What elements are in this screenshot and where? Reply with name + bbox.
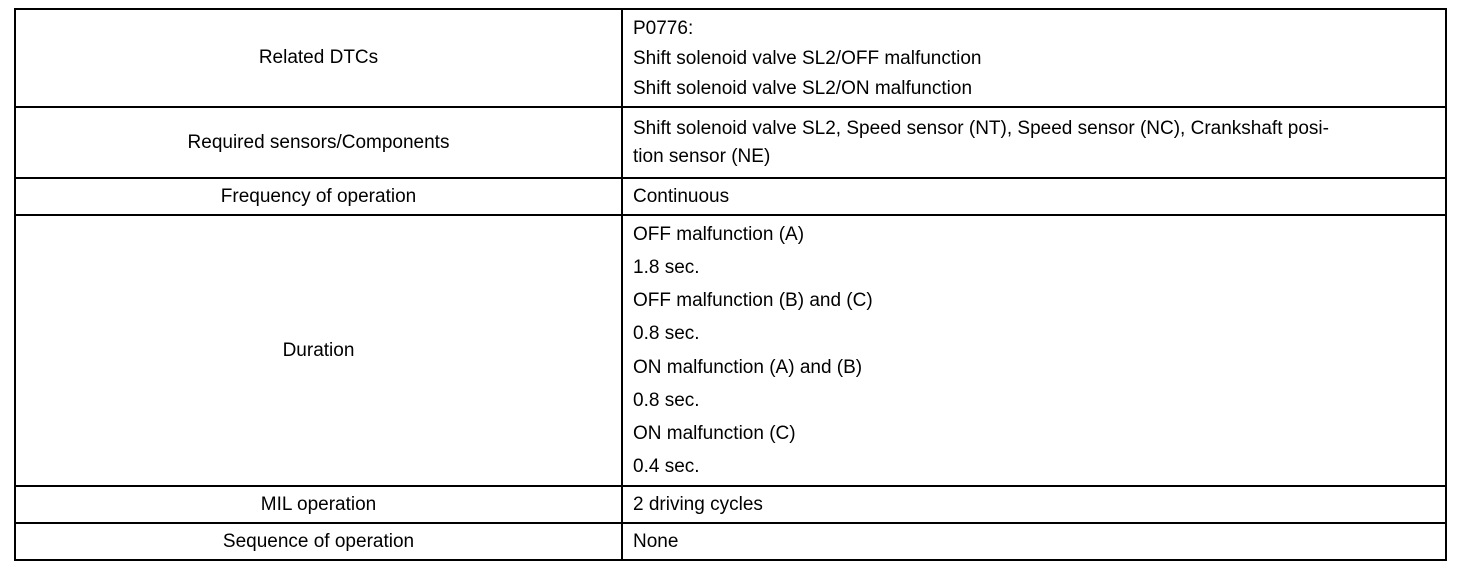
spec-table [14,8,1447,561]
table-row [15,523,1446,560]
value-line: 0.8 sec. [633,389,700,411]
row-label-related-dtcs: Related DTCs [15,9,622,107]
value-line: OFF malfunction (A) [633,224,805,246]
row-label-duration: Duration [15,215,622,486]
value-line: Continuous [633,185,730,207]
row-value-sequence [622,523,1446,560]
row-value-duration [622,215,1446,486]
value-line: P0776: [633,18,694,39]
value-line: 0.4 sec. [633,455,700,477]
table-row [15,178,1446,215]
row-value-mil-operation [622,486,1446,523]
value-line: Shift solenoid valve SL2/ON malfunction [633,78,973,99]
row-label-required-sensors: Required sensors/Components [15,107,622,178]
row-label-sequence: Sequence of operation [15,523,622,560]
table-row [15,107,1446,178]
row-value-required-sensors [622,107,1446,178]
value-line: 2 driving cycles [633,493,763,515]
table-row [15,9,1446,107]
value-line: 1.8 sec. [633,257,700,279]
value-line: ON malfunction (C) [633,422,796,444]
value-line: tion sensor (NE) [633,145,771,167]
value-line: Shift solenoid valve SL2, Speed sensor (NT), Speed sensor (NC), Crankshaft posi- [633,117,1329,139]
value-line: OFF malfunction (B) and (C) [633,290,873,312]
value-line: 0.8 sec. [633,323,700,345]
table-row [15,486,1446,523]
row-value-frequency [622,178,1446,215]
value-line: Shift solenoid valve SL2/OFF malfunction [633,48,982,69]
row-value-related-dtcs [622,9,1446,107]
value-line: ON malfunction (A) and (B) [633,356,863,378]
table-row [15,215,1446,486]
value-line: None [633,530,679,552]
row-label-frequency: Frequency of operation [15,178,622,215]
row-label-mil-operation: MIL operation [15,486,622,523]
